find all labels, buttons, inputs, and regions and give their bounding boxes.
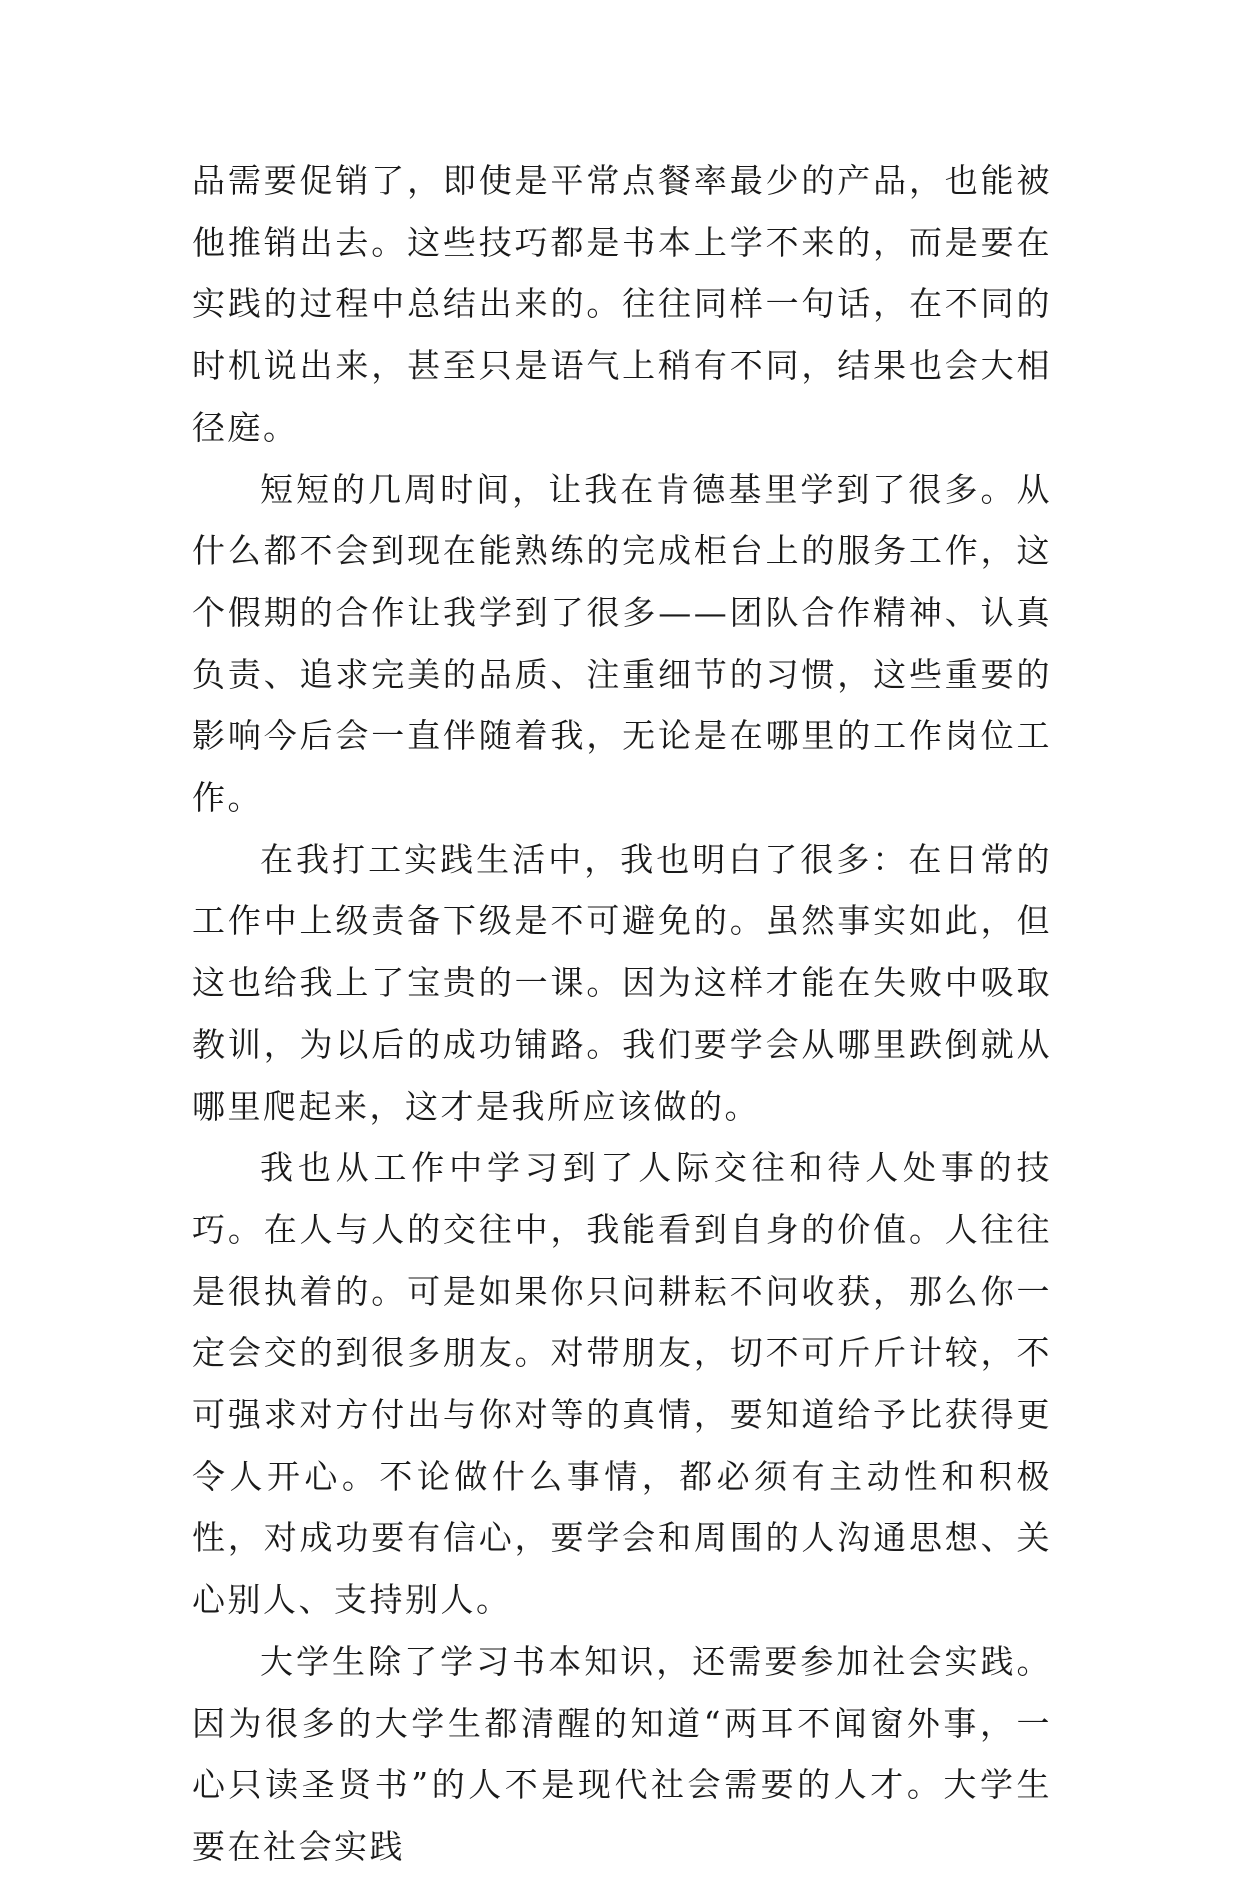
paragraph-2: 短短的几周时间，让我在肯德基里学到了很多。从什么都不会到现在能熟练的完成柜台上的服务工作，这个假期的合作让我学到了很多——团队合作精神、认真负责、追求完美的品质、注重细节的习惯，这些重要的影响今后会一直伴随着我，无论是在哪里的工作岗位工作。 xyxy=(192,469,1052,818)
paragraph-1: 品需要促销了，即使是平常点餐率最少的产品，也能被他推销出去。这些技巧都是书本上学不来的，而是要在实践的过程中总结出来的。往往同样一句话，在不同的时机说出来，甚至只是语气上稍有不同，结果也会大相径庭。 xyxy=(192,161,1052,447)
document-body xyxy=(192,150,1052,1878)
paragraph-5: 大学生除了学习书本知识，还需要参加社会实践。因为很多的大学生都清醒的知道“两耳不闻窗外事，一心只读圣贤书”的人不是现代社会需要的人才。大学生要在社会实践 xyxy=(192,1641,1052,1866)
paragraph-4: 我也从工作中学习到了人际交往和待人处事的技巧。在人与人的交往中，我能看到自身的价值。人往往是很执着的。可是如果你只问耕耘不问收获，那么你一定会交的到很多朋友。对带朋友，切不可斤斤计较，不可强求对方付出与你对等的真情，要知道给予比获得更令人开心。不论做什么事情，都必须有主动性和积极性，对成功要有信心，要学会和周围的人沟通思想、关心别人、支持别人。 xyxy=(192,1148,1052,1620)
paragraph-3: 在我打工实践生活中，我也明白了很多：在日常的工作中上级责备下级是不可避免的。虽然事实如此，但这也给我上了宝贵的一课。因为这样才能在失败中吸取教训，为以后的成功铺路。我们要学会从哪里跌倒就从哪里爬起来，这才是我所应该做的。 xyxy=(192,839,1052,1126)
